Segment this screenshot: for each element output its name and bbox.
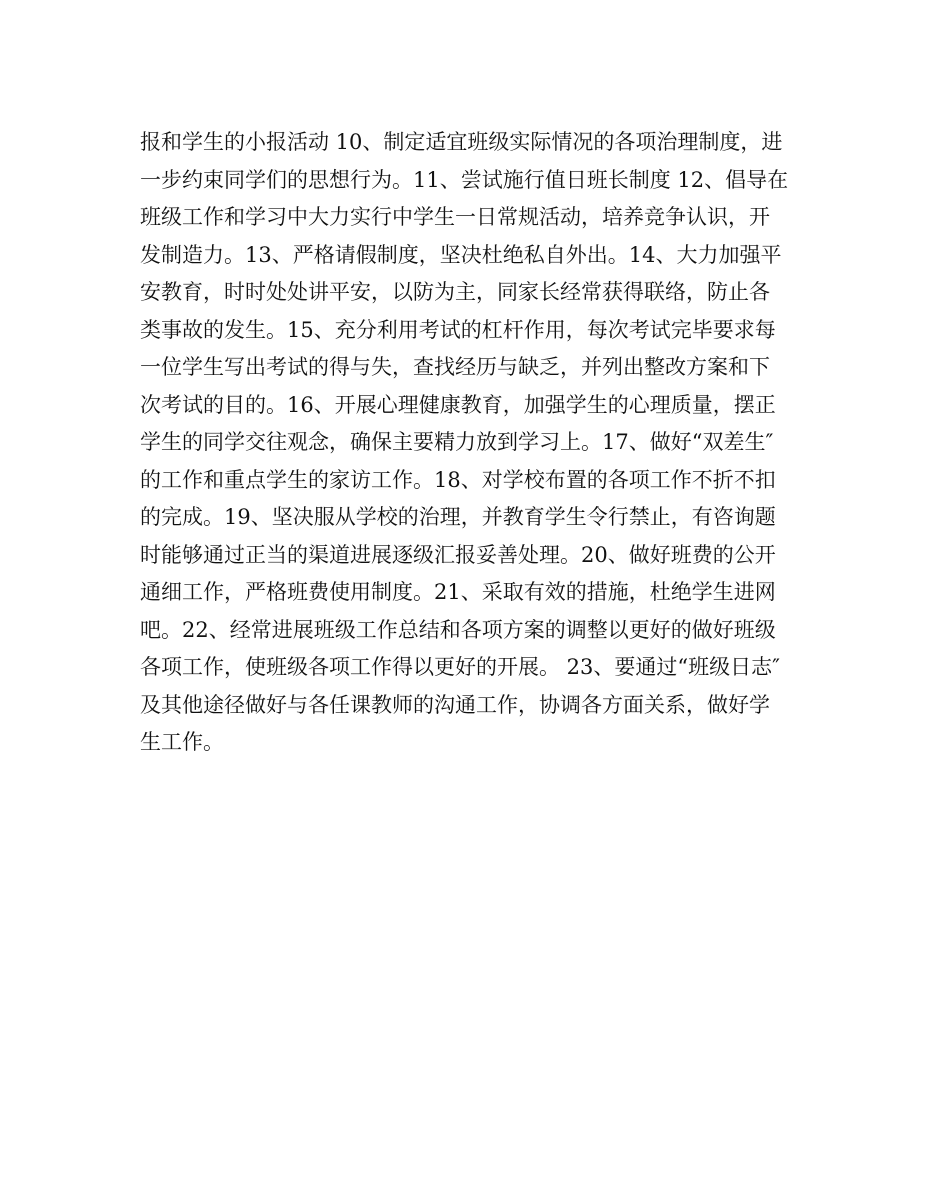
text-line: 通细工作，严格班费使用制度。21、采取有效的措施，杜绝学生进网: [140, 580, 776, 604]
text-line: 一步约束同学们的思想行为。11、尝试施行值日班长制度 12、倡导在: [140, 167, 789, 192]
text-line: 时能够通过正当的渠道进展逐级汇报妥善处理。20、做好班费的公开: [140, 542, 776, 567]
text-line: 各项工作，使班级各项工作得以更好的开展。 23、要通过“班级日志″: [140, 655, 780, 679]
text-line: 次考试的目的。16、开展心理健康教育，加强学生的心理质量，摆正: [140, 392, 776, 417]
body-text: [140, 124, 820, 762]
text-line: 类事故的发生。15、充分利用考试的杠杆作用，每次考试完毕要求每: [140, 317, 776, 342]
text-line: 生工作。: [140, 730, 224, 754]
text-line: 吧。22、经常进展班级工作总结和各项方案的调整以更好的做好班级: [140, 617, 776, 642]
text-line: 及其他途径做好与各任课教师的沟通工作，协调各方面关系，做好学: [140, 692, 770, 717]
text-line: 班级工作和学习中大力实行中学生一日常规活动，培养竞争认识，开: [140, 205, 770, 229]
text-line: 一位学生写出考试的得与失，查找经历与缺乏，并列出整改方案和下: [140, 355, 770, 379]
text-line: 的工作和重点学生的家访工作。18、对学校布置的各项工作不折不扣: [140, 467, 776, 492]
text-line: 发制造力。13、严格请假制度，坚决杜绝私自外出。14、大力加强平: [140, 242, 782, 267]
text-line: 报和学生的小报活动 10、制定适宜班级实际情况的各项治理制度，进: [140, 130, 783, 154]
text-line: 学生的同学交往观念，确保主要精力放到学习上。17、做好“双差生″: [140, 430, 774, 454]
text-line: 安教育，时时处处讲平安，以防为主，同家长经常获得联络，防止各: [140, 280, 770, 304]
text-line: 的完成。19、坚决服从学校的治理，并教育学生令行禁止，有咨询题: [140, 505, 776, 529]
